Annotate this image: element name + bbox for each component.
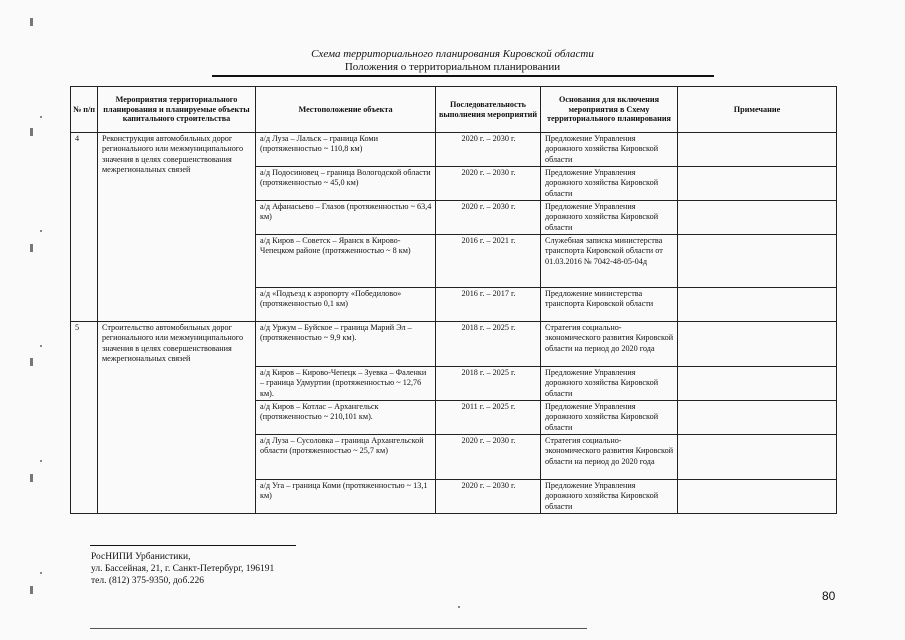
binding-mark xyxy=(30,586,33,594)
col-header-num: № п/п xyxy=(71,87,98,133)
footer-address: ул. Бассейная, 21, г. Санкт-Петербург, 196191 xyxy=(91,564,275,574)
table-header-row xyxy=(71,87,837,133)
basis-cell: Предложение Управления дорожного хозяйства Кировской области xyxy=(541,133,678,167)
basis-cell: Предложение Управления дорожного хозяйства Кировской области xyxy=(541,480,678,514)
measure-cell: Строительство автомобильных дорог регионального или межмуниципального значения в целях совершенствования межрегиональных связей xyxy=(98,322,256,514)
col-header-measure: Мероприятия территориального планирования и планируемые объекты капитального строительства xyxy=(98,87,256,133)
document-title: Схема территориального планирования Кировской области xyxy=(311,48,594,60)
location-cell: а/д Подосиновец – граница Вологодской области (протяженностью ~ 45,0 км) xyxy=(256,167,436,201)
basis-cell: Предложение Управления дорожного хозяйства Кировской области xyxy=(541,401,678,435)
period-cell: 2018 г. – 2025 г. xyxy=(436,367,541,401)
location-cell: а/д Луза – Сусоловка – граница Архангельской области (протяженностью ~ 25,7 км) xyxy=(256,435,436,480)
measure-cell: Реконструкция автомобильных дорог регионального или межмуниципального значения в целях совершенствования межрегиональных связей xyxy=(98,133,256,322)
binding-mark xyxy=(30,18,33,26)
note-cell xyxy=(678,201,837,235)
period-cell: 2020 г. – 2030 г. xyxy=(436,167,541,201)
period-cell: 2018 г. – 2025 г. xyxy=(436,322,541,367)
note-cell xyxy=(678,133,837,167)
location-cell: а/д Уржум – Буйское – граница Марий Эл – (протяженностью ~ 9,9 км). xyxy=(256,322,436,367)
note-cell xyxy=(678,235,837,288)
col-header-basis: Основания для включения мероприятия в Схему территориального планирования xyxy=(541,87,678,133)
location-cell: а/д Афанасьево – Глазов (протяженностью ~ 63,4 км) xyxy=(256,201,436,235)
table-row xyxy=(71,322,837,367)
scan-speck xyxy=(40,116,42,118)
basis-cell: Предложение Управления дорожного хозяйства Кировской области xyxy=(541,167,678,201)
note-cell xyxy=(678,322,837,367)
col-header-period: Последовательность выполнения мероприятий xyxy=(436,87,541,133)
bottom-rule xyxy=(90,628,587,629)
location-cell: а/д «Подъезд к аэропорту «Победилово» (протяженностью 0,1 км) xyxy=(256,288,436,322)
note-cell xyxy=(678,401,837,435)
period-cell: 2020 г. – 2030 г. xyxy=(436,435,541,480)
basis-cell: Предложение министерства транспорта Кировской области xyxy=(541,288,678,322)
note-cell xyxy=(678,367,837,401)
location-cell: а/д Уга – граница Коми (протяженностью ~ 13,1 км) xyxy=(256,480,436,514)
scan-speck xyxy=(458,606,460,608)
table-row xyxy=(71,133,837,167)
location-cell: а/д Киров – Советск – Яранск в Кирово-Чепецком районе (протяженностью ~ 8 км) xyxy=(256,235,436,288)
col-header-note: Примечание xyxy=(678,87,837,133)
location-cell: а/д Луза – Лальск – граница Коми (протяженностью ~ 110,8 км) xyxy=(256,133,436,167)
note-cell xyxy=(678,480,837,514)
note-cell xyxy=(678,167,837,201)
col-header-location: Местоположение объекта xyxy=(256,87,436,133)
footer-org: РосНИПИ Урбанистики, xyxy=(91,552,191,562)
note-cell xyxy=(678,435,837,480)
location-cell: а/д Киров – Кирово-Чепецк – Зуевка – Фаленки – граница Удмуртии (протяженностью ~ 12,76 км). xyxy=(256,367,436,401)
location-cell: а/д Киров – Котлас – Архангельск (протяженностью ~ 210,101 км). xyxy=(256,401,436,435)
note-cell xyxy=(678,288,837,322)
footer-rule xyxy=(90,545,296,546)
scan-speck xyxy=(40,460,42,462)
binding-mark xyxy=(30,128,33,136)
footer-block xyxy=(91,551,274,587)
basis-cell: Стратегия социально-экономического развития Кировской области на период до 2020 года xyxy=(541,322,678,367)
period-cell: 2016 г. – 2021 г. xyxy=(436,235,541,288)
binding-mark xyxy=(30,474,33,482)
row-number: 5 xyxy=(71,322,98,514)
page-number: 80 xyxy=(822,589,836,603)
header-rule xyxy=(212,75,714,77)
basis-cell: Служебная записка министерства транспорта Кировской области от 01.03.2016 № 7042-48-05-04д xyxy=(541,235,678,288)
scan-speck xyxy=(40,230,42,232)
period-cell: 2020 г. – 2030 г. xyxy=(436,133,541,167)
period-cell: 2020 г. – 2030 г. xyxy=(436,480,541,514)
row-number: 4 xyxy=(71,133,98,322)
binding-mark xyxy=(30,244,33,252)
document-subtitle: Положения о территориальном планировании xyxy=(344,61,561,73)
period-cell: 2011 г. – 2025 г. xyxy=(436,401,541,435)
basis-cell: Стратегия социально-экономического развития Кировской области на период до 2020 года xyxy=(541,435,678,480)
basis-cell: Предложение Управления дорожного хозяйства Кировской области xyxy=(541,201,678,235)
scan-speck xyxy=(40,572,42,574)
measures-table xyxy=(70,86,837,514)
scan-speck xyxy=(40,345,42,347)
basis-cell: Предложение Управления дорожного хозяйства Кировской области xyxy=(541,367,678,401)
period-cell: 2016 г. – 2017 г. xyxy=(436,288,541,322)
period-cell: 2020 г. – 2030 г. xyxy=(436,201,541,235)
binding-mark xyxy=(30,358,33,366)
footer-phone: тел. (812) 375-9350, доб.226 xyxy=(91,576,205,586)
